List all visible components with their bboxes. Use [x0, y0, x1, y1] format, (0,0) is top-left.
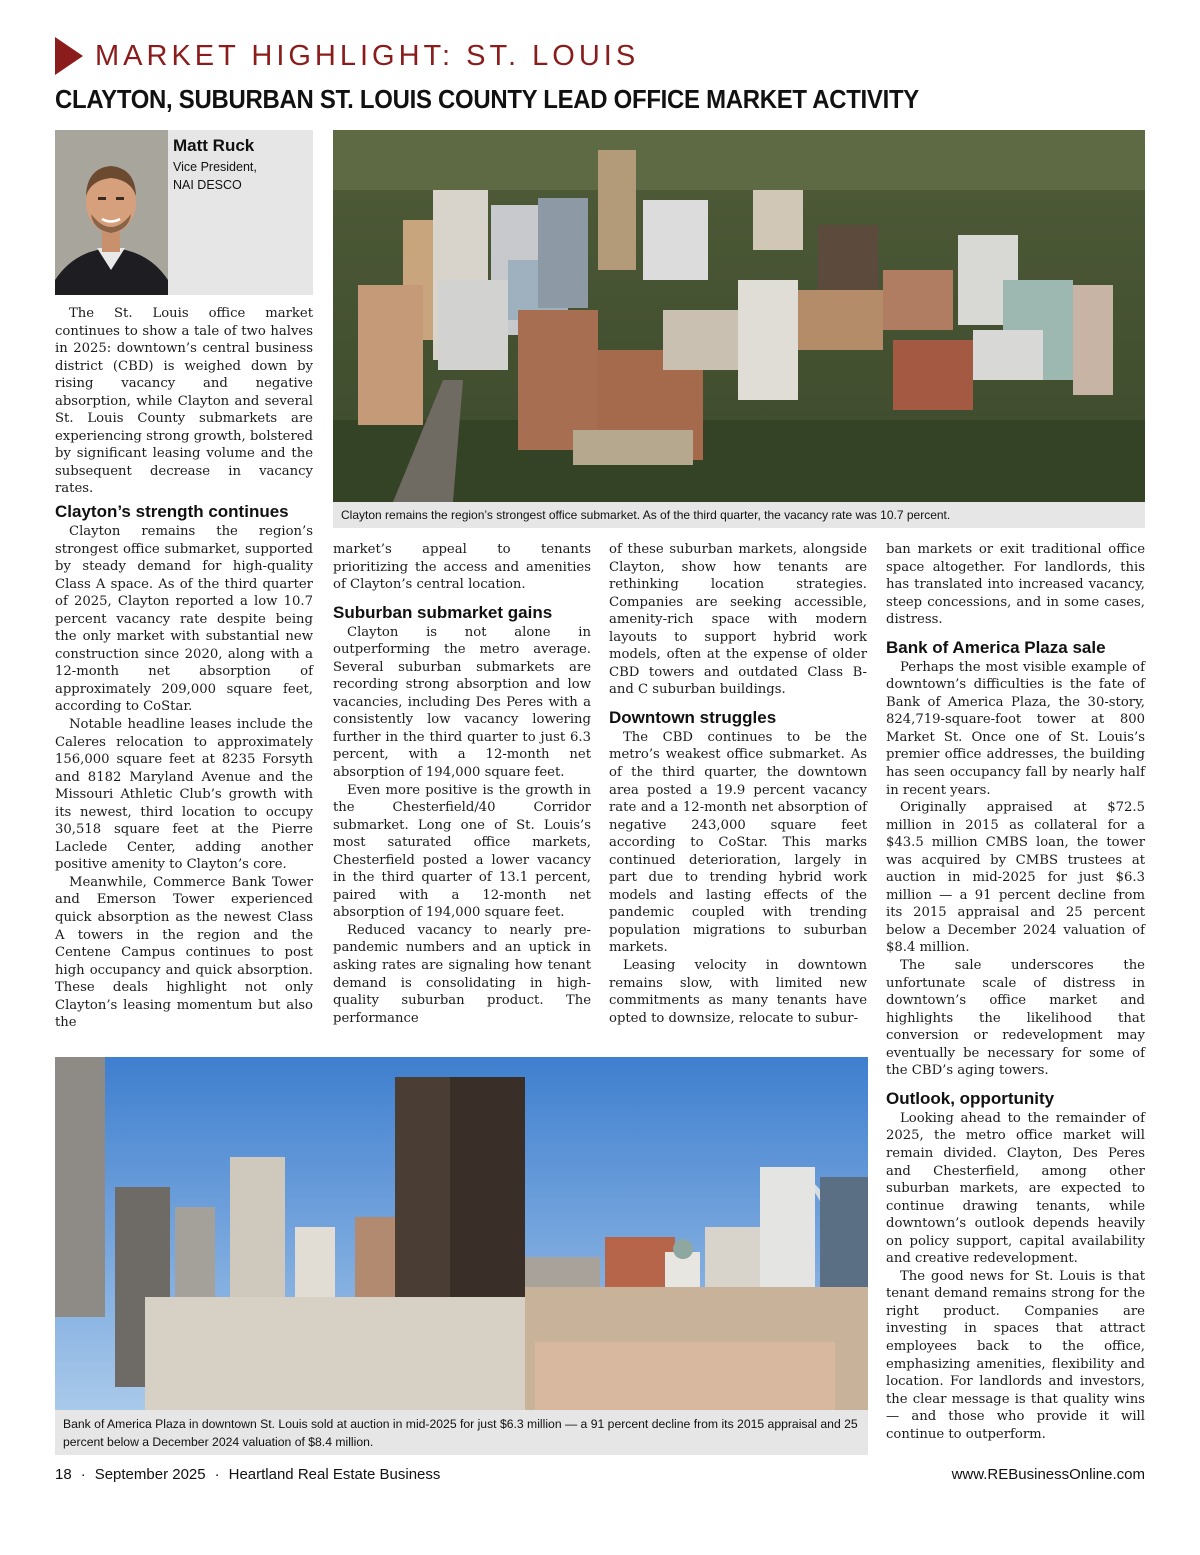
author-company: NAI DESCO — [173, 178, 242, 192]
downtown-paragraph-2: Leasing velocity in downtown remains slow, with limited new commitments as many tenants have opted to downsize, relocate to subur- — [609, 958, 867, 1026]
author-title: Vice President, — [173, 160, 257, 174]
suburban-paragraph-3-continued: of these suburban markets, alongside Clayton, show how tenants are rethinking location strategies. Companies are seeking accessible, amenity-rich space with modern layouts to support hybrid work models, often at the expense of older CBD towers and outdated Class B- and C suburban buildings. — [609, 542, 867, 698]
clayton-paragraph-3: Meanwhile, Commerce Bank Tower and Emerson Tower experienced quick absorption as the newest Class A towers in the region and the Centene Campus continues to post high occupancy and quick absorption. These deals highlight not only Clayton’s leasing momentum but also the — [55, 874, 313, 1031]
section-kicker — [55, 36, 639, 76]
heading-boa-plaza-sale: Bank of America Plaza sale — [886, 637, 1106, 657]
column-1-clayton — [55, 501, 313, 1032]
boa-paragraph-1: Perhaps the most visible example of downtown’s difficulties is the fate of Bank of America Plaza, the 30-story, 824,719-square-foot tower at 800 Market St. Once one of St. Louis’s premier office addresses, the building has seen occupancy fall by nearly half in recent years. — [886, 659, 1145, 798]
clayton-aerial-photo — [333, 130, 1145, 502]
author-portrait — [55, 130, 168, 295]
clayton-photo-caption: Clayton remains the region’s strongest office submarket. As of the third quarter, the vacancy rate was 10.7 percent. — [333, 502, 1145, 528]
downtown-paragraph-1: The CBD continues to be the metro’s weakest office submarket. As of the third quarter, the downtown area posted a 19.9 percent vacancy rate and a 12-month net absorption of negative 243,000 square feet according to CoStar. This marks continued deterioration, largely in part due to trending hybrid work models and lasting effects of the pandemic coupled with trending population migrations to suburban markets. — [609, 729, 867, 956]
footer-separator: · — [80, 1466, 86, 1483]
page-number: 18 — [55, 1466, 72, 1483]
intro-paragraph: The St. Louis office market continues to show a tale of two halves in 2025: downtown’s central business district (CBD) is weighed down by rising vacancy and negative absorption, while Clayton and several St. Louis County submarkets are experiencing strong growth, bolstered by significant leasing volume and the subsequent decrease in vacancy rates. — [55, 306, 313, 497]
downtown-photo-caption: Bank of America Plaza in downtown St. Louis sold at auction in mid-2025 for just $6.3 million — a 91 percent decline from its 2015 appraisal and 25 percent below a December 2024 valuation of $8.4 million. — [55, 1410, 868, 1455]
footer-folio — [55, 1466, 440, 1483]
outlook-paragraph-2: The good news for St. Louis is that tenant demand remains strong for the right product. Companies are investing in spaces that attract employees back to the office, emphasizing amenities, flexibility and location. For landlords and investors, the clear message is that quality wins — and those who provide it will continue to outperform. — [886, 1268, 1145, 1442]
heading-claytons-strength: Clayton’s strength continues — [55, 502, 289, 521]
clayton-paragraph-1: Clayton remains the region’s strongest office submarket, supported by steady demand for high-quality Class A space. As of the third quarter of 2025, Clayton reported a low 10.7 percent vacancy rate despite being the only market with substantial new construction since 2020, along with a 12-month net absorption of approximately 209,000 square feet, according to CoStar. — [55, 524, 313, 715]
downtown-paragraph-2-continued: ban markets or exit traditional office space altogether. For landlords, this has translated into increased vacancy, steep concessions, and in some cases, distress. — [886, 542, 1145, 628]
suburban-paragraph-1: Clayton is not alone in outperforming the metro average. Several suburban submarkets are recording strong absorption and low vacancies, including Des Peres with a consistently low vacancy lowering further in the third quarter to just 6.3 percent, with a 12-month net absorption of 194,000 square feet. — [333, 624, 591, 781]
boa-paragraph-2: Originally appraised at $72.5 million in 2015 as collateral for a $43.5 million CMBS loan, the tower was acquired by CMBS trustees at auction in mid-2025 for just $6.3 million — a 91 percent decline from its 2015 appraisal and 25 percent below a December 2024 valuation of $8.4 million. — [886, 800, 1145, 956]
column-4 — [886, 541, 1145, 1443]
triangle-marker-icon — [55, 37, 83, 75]
kicker-text: MARKET HIGHLIGHT: ST. LOUIS — [95, 39, 640, 72]
heading-downtown-struggles: Downtown struggles — [609, 707, 777, 727]
heading-outlook: Outlook, opportunity — [886, 1088, 1055, 1108]
footer-separator: · — [214, 1466, 220, 1483]
suburban-paragraph-3: Reduced vacancy to nearly pre-pandemic numbers and an uptick in asking rates are signaling how tenant demand is consolidating in high-quality suburban product. The performance — [333, 922, 591, 1026]
boa-paragraph-3: The sale underscores the unfortunate scale of distress in downtown’s office market and highlights the likelihood that conversion or redevelopment may eventually be necessary for some of the CBD’s aging towers. — [886, 958, 1145, 1079]
issue-date: September 2025 — [94, 1466, 206, 1483]
clayton-paragraph-3-continued: market’s appeal to tenants prioritizing the access and amenities of Clayton’s central location. — [333, 542, 591, 593]
column-3 — [609, 541, 867, 1027]
heading-suburban-gains: Suburban submarket gains — [333, 602, 553, 622]
column-1-intro — [55, 305, 313, 498]
column-2 — [333, 541, 591, 1027]
outlook-paragraph-1: Looking ahead to the remainder of 2025, the metro office market will remain divided. Clayton, Des Peres and Chesterfield, among other suburban markets, are expected to continue drawing tenants, while downtown’s outlook depends heavily on policy support, capital availability and creative redevelopment. — [886, 1110, 1145, 1267]
suburban-paragraph-2: Even more positive is the growth in the Chesterfield/40 Corridor submarket. Long one of St. Louis’s most saturated office markets, Chesterfield posted a lower vacancy in the third quarter of 13.1 percent, paired with a 12-month net absorption of 194,000 square feet. — [333, 782, 591, 921]
clayton-paragraph-2: Notable headline leases include the Caleres relocation to approximately 156,000 square feet at 8235 Forsyth and 8182 Maryland Avenue and the Missouri Athletic Club’s growth with its newest, third location to occupy 30,518 square feet at the Pierre Laclede Center, adding another positive amenity to Clayton’s core. — [55, 717, 313, 873]
publication-name: Heartland Real Estate Business — [228, 1466, 441, 1483]
author-name: Matt Ruck — [173, 136, 255, 155]
footer-website-link[interactable]: www.REBusinessOnline.com — [951, 1466, 1145, 1483]
article-headline: CLAYTON, SUBURBAN ST. LOUIS COUNTY LEAD OFFICE MARKET ACTIVITY — [55, 84, 919, 114]
downtown-skyline-photo — [55, 1057, 868, 1410]
author-title-block — [173, 158, 257, 194]
